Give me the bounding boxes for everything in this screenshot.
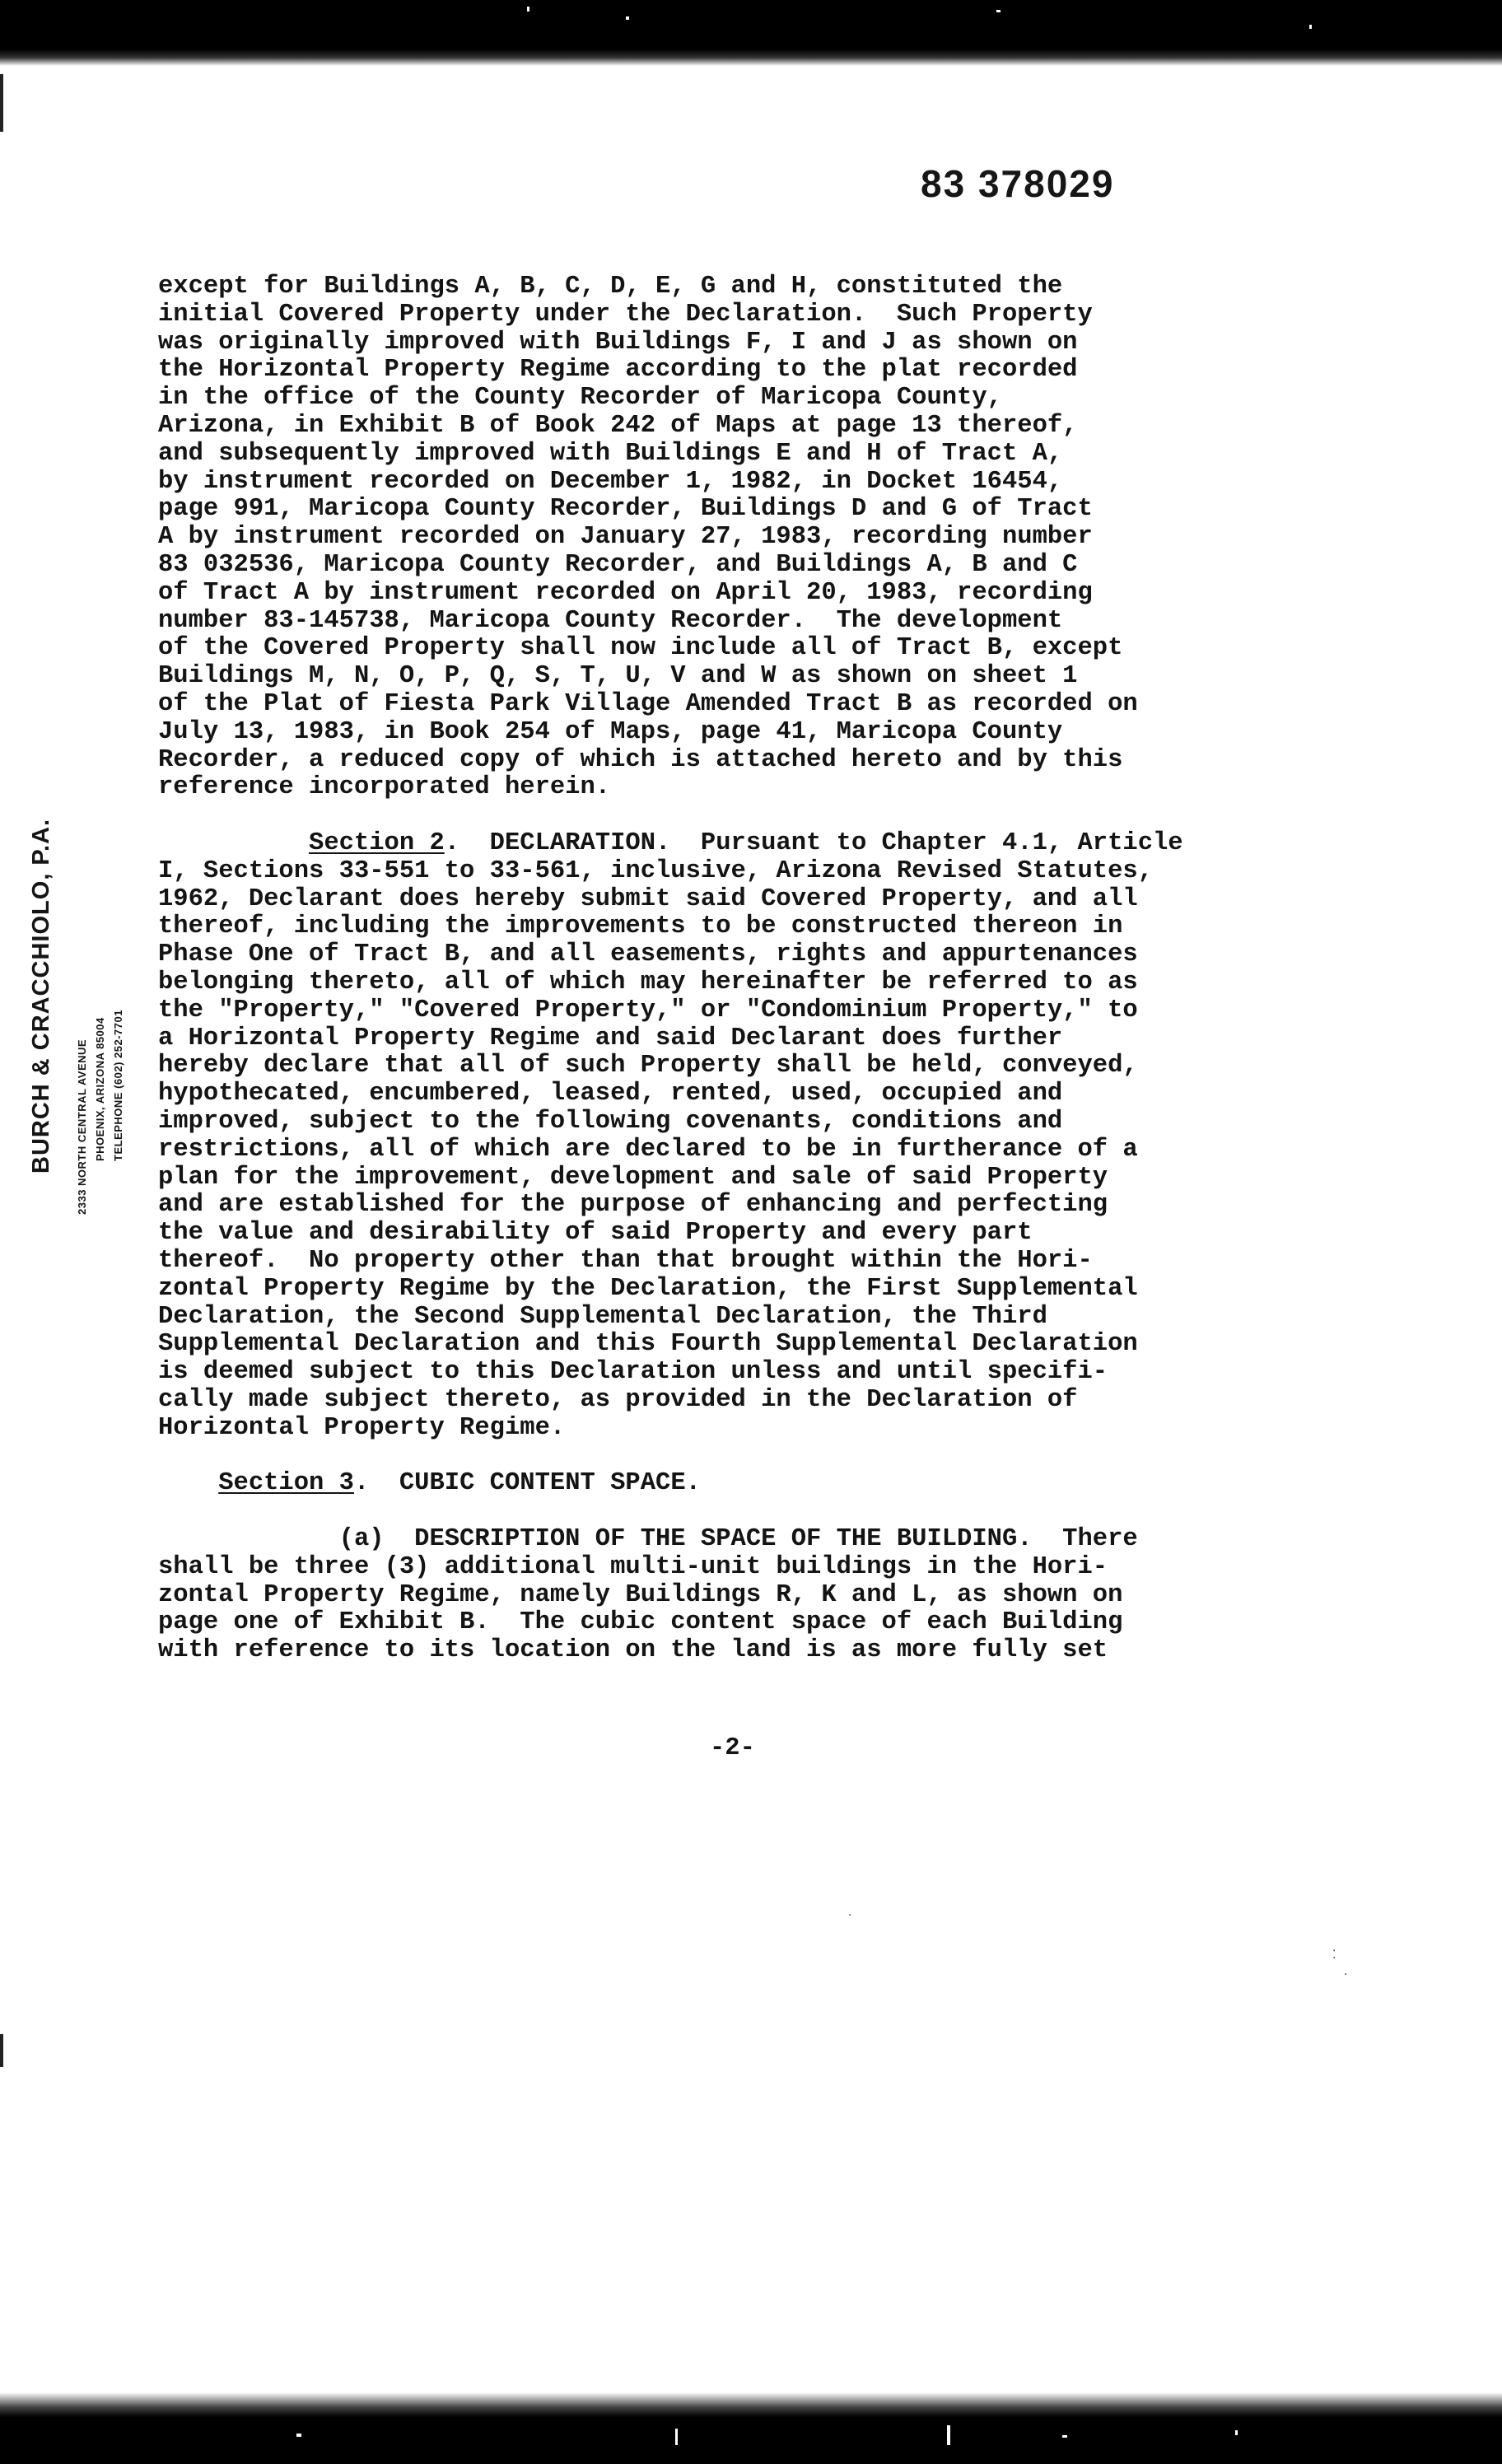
text-line: cally made subject thereto, as provided in the Declaration of: [158, 1385, 1078, 1414]
text-line: Recorder, a reduced copy of which is attached hereto and by this: [158, 745, 1123, 774]
scan-speck: ·: [1344, 1968, 1348, 1981]
text-line: Phase One of Tract B, and all easements, rights and appurtenances: [158, 940, 1138, 969]
text-line: the "Property," "Covered Property," or "Condominium Property," to: [158, 996, 1138, 1024]
text-line: a Horizontal Property Regime and said Declarant does further: [158, 1024, 1063, 1052]
text-line: I, Sections 33-551 to 33-561, inclusive, Arizona Revised Statutes,: [158, 856, 1153, 885]
text-line: thereof, including the improvements to be constructed thereon in: [158, 912, 1123, 941]
text-line: thereof. No property other than that brought within the Hori-: [158, 1246, 1093, 1275]
scan-edge-mark: [0, 2034, 3, 2067]
text-line: of Tract A by instrument recorded on April 20, 1983, recording: [158, 578, 1093, 607]
page-number: -2-: [710, 1734, 755, 1762]
text-line: was originally improved with Buildings F, I and J as shown on: [158, 328, 1078, 357]
text-line: of the Plat of Fiesta Park Village Amended Tract B as recorded on: [158, 689, 1138, 718]
text-line: with reference to its location on the land is as more fully set: [158, 1636, 1108, 1665]
firm-address: 2333 NORTH CENTRAL AVENUE: [76, 1038, 88, 1215]
scan-top-border: [0, 0, 1502, 66]
text-line: page 991, Maricopa County Recorder, Buildings D and G of Tract: [158, 495, 1093, 524]
text-line: except for Buildings A, B, C, D, E, G and H, constituted the: [158, 273, 1063, 301]
text-line: July 13, 1983, in Book 254 of Maps, page 41, Maricopa County: [158, 717, 1063, 746]
text-line: page one of Exhibit B. The cubic content space of each Building: [158, 1608, 1123, 1637]
text-line: Horizontal Property Regime.: [158, 1413, 566, 1442]
section-3a-description: [158, 1526, 1344, 1665]
text-line: of the Covered Property shall now include all of Tract B, except: [158, 634, 1123, 663]
text-line: zontal Property Regime, namely Buildings R, K and L, as shown on: [158, 1580, 1123, 1609]
recording-number: 83 378029: [921, 162, 1115, 205]
paragraph-continuation: [158, 273, 1344, 802]
text-line: restrictions, all of which are declared to be in furtherance of a: [158, 1135, 1138, 1164]
section-2-heading: Section 2: [309, 829, 445, 857]
text-line: plan for the improvement, development and sale of said Property: [158, 1163, 1108, 1192]
text-line: improved, subject to the following covenants, conditions and: [158, 1107, 1063, 1136]
firm-telephone: TELEPHONE (602) 252-7701: [112, 1010, 124, 1161]
text-line: A by instrument recorded on January 27, 1983, recording number: [158, 523, 1093, 552]
text-line: 1962, Declarant does hereby submit said Covered Property, and all: [158, 884, 1138, 913]
text-line: Arizona, in Exhibit B of Book 242 of Maps at page 13 thereof,: [158, 411, 1078, 440]
scan-bottom-border: [0, 2392, 1502, 2464]
section-3-heading-line: Section 3. CUBIC CONTENT SPACE.: [218, 1469, 701, 1497]
text-line: Declaration, the Second Supplemental Declaration, the Third: [158, 1302, 1047, 1331]
section-2-declaration: [158, 830, 1344, 1443]
text-line: is deemed subject to this Declaration unless and until specifi-: [158, 1358, 1108, 1387]
text-line: hereby declare that all of such Property shall be held, conveyed,: [158, 1052, 1138, 1080]
text-line: the value and desirability of said Property and every part: [158, 1219, 1033, 1248]
text-line: by instrument recorded on December 1, 1982, in Docket 16454,: [158, 467, 1063, 496]
section-3-heading: Section 3: [218, 1469, 354, 1497]
firm-name: BURCH & CRACCHIOLO, P.A.: [28, 818, 54, 1174]
text-line: number 83-145738, Maricopa County Recorder. The development: [158, 606, 1063, 635]
text-line: Buildings M, N, O, P, Q, S, T, U, V and W as shown on sheet 1: [158, 662, 1078, 691]
text-line: in the office of the County Recorder of Maricopa County,: [158, 384, 1002, 413]
text-line: the Horizontal Property Regime according to the plat recorded: [158, 356, 1078, 385]
text-line: shall be three (3) additional multi-unit buildings in the Hori-: [158, 1552, 1108, 1581]
text-line: reference incorporated herein.: [158, 773, 611, 802]
text-line: belonging thereto, all of which may hereinafter be referred to as: [158, 968, 1138, 996]
section-2-heading-line: Section 2. DECLARATION. Pursuant to Chapter 4.1, Article: [309, 829, 1183, 857]
text-line: hypothecated, encumbered, leased, rented, used, occupied and: [158, 1080, 1063, 1108]
text-line: and are established for the purpose of enhancing and perfecting: [158, 1191, 1108, 1220]
text-line: zontal Property Regime by the Declaration, the First Supplemental: [158, 1274, 1138, 1303]
scan-speck: ·: [848, 1909, 852, 1922]
text-line: (a) DESCRIPTION OF THE SPACE OF THE BUILDING. There: [158, 1525, 1138, 1553]
text-line: 83 032536, Maricopa County Recorder, and Buildings A, B and C: [158, 550, 1078, 579]
firm-city: PHOENIX, ARIZONA 85004: [94, 1017, 106, 1161]
text-line: and subsequently improved with Buildings E and H of Tract A,: [158, 439, 1063, 468]
scan-speck: ⁚: [1332, 1948, 1336, 1962]
scan-edge-mark: [0, 74, 3, 132]
text-line: Supplemental Declaration and this Fourth Supplemental Declaration: [158, 1330, 1138, 1359]
text-line: initial Covered Property under the Declaration. Such Property: [158, 300, 1093, 329]
